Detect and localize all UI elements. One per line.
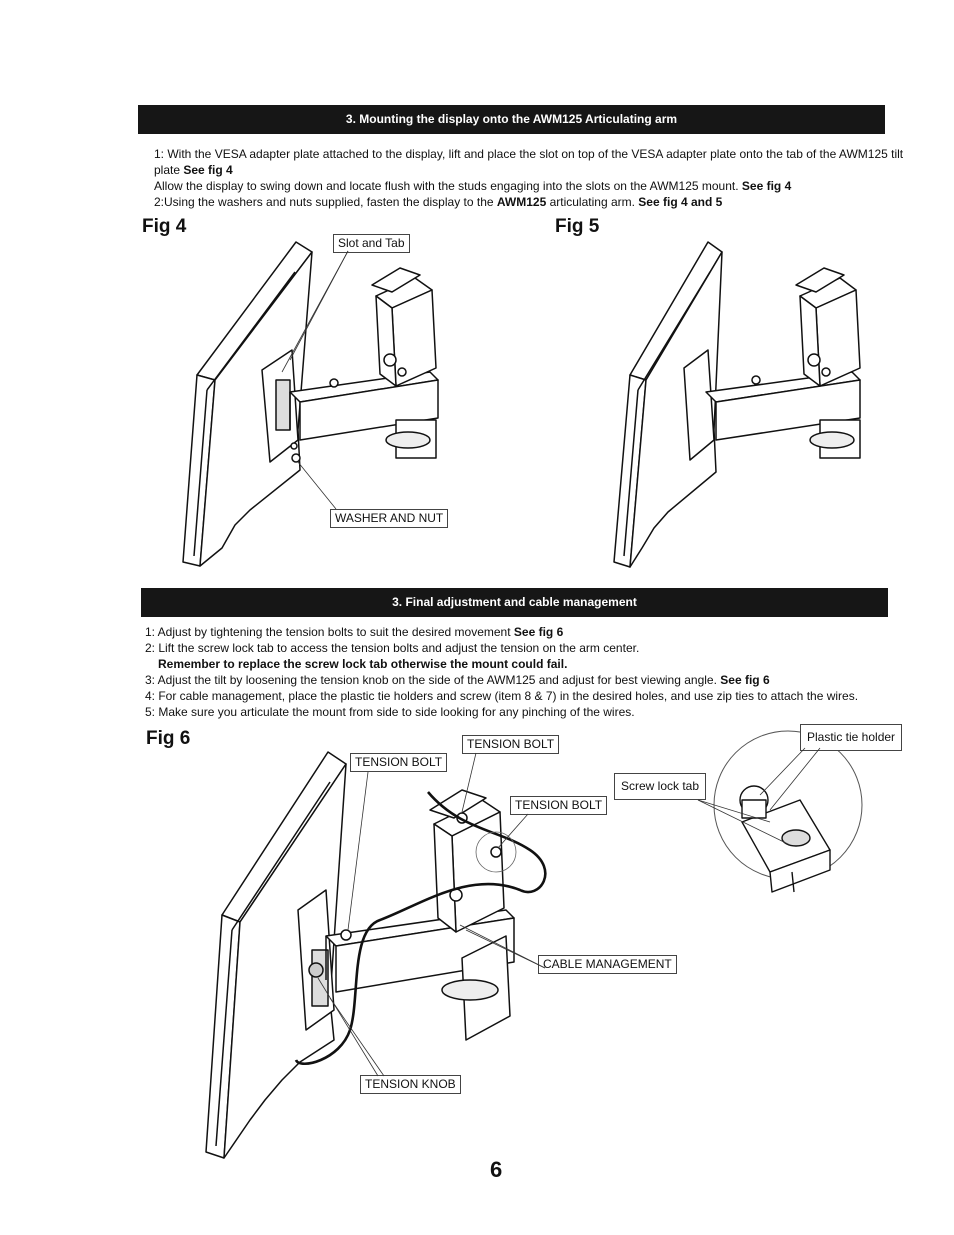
adjust-step-2: 2: Lift the screw lock tab to access the tension bolts and adjust the tension on the arm center. — [145, 641, 640, 655]
fig4-callout-slot-and-tab: Slot and Tab — [333, 234, 410, 253]
fig-reference: See fig 6 — [720, 673, 770, 687]
fig4-callout-washer-and-nut: WASHER AND NUT — [330, 509, 448, 528]
section-title: 3. Final adjustment and cable management — [392, 595, 637, 609]
fig-reference: See fig 4 — [741, 179, 792, 193]
section-title: 3. Mounting the display onto the AWM125 Articulating arm — [345, 112, 678, 126]
adjust-step-4: 4: For cable management, place the plastic tie holders and screw (item 8 & 7) in the desired holes, and use zip ties to attach the wires. — [145, 689, 859, 703]
step-2-line: 2:Using the washers and nuts supplied, fasten the display to the AWM125 articulating arm. See fig 4 and 5 — [154, 195, 723, 209]
fig6-callout-tension-bolt-right: TENSION BOLT — [510, 796, 607, 815]
adjust-step-5: 5: Make sure you articulate the mount from side to side looking for any pinching of the wires. — [145, 705, 635, 719]
step-1-line-a: 1: With the VESA adapter plate attached to the display, lift and place the slot on top of the VESA adapter plate onto the tab of the AWM125 tilt — [154, 147, 904, 161]
fig-reference: See fig 4 — [183, 163, 233, 177]
fig6-callout-plastic-tie-holder: Plastic tie holder — [800, 724, 902, 751]
fig6-label: Fig 6 — [146, 728, 191, 749]
fig4-label: Fig 4 — [142, 216, 187, 237]
adjust-step-2-warning: Remember to replace the screw lock tab otherwise the mount could fail. — [158, 657, 568, 671]
page-number: 6 — [490, 1157, 503, 1182]
fig6-callout-tension-bolt-top: TENSION BOLT — [462, 735, 559, 754]
fig5-label: Fig 5 — [555, 216, 600, 237]
adjust-step-3: 3: Adjust the tilt by loosening the tension knob on the side of the AWM125 and adjust for best viewing angle. See fig 6 — [145, 673, 770, 687]
fig-reference: See fig 4 and 5 — [638, 195, 723, 209]
step-1-line-b: plate See fig 4 — [154, 163, 233, 177]
fig6-callout-cable-management: CABLE MANAGEMENT — [538, 955, 677, 974]
step-1-line-c: Allow the display to swing down and locate flush with the studs engaging into the slots on the AWM125 mount. See fig 4 — [154, 179, 792, 193]
fig6-callout-tension-knob: TENSION KNOB — [360, 1075, 461, 1094]
fig6-callout-screw-lock-tab: Screw lock tab — [614, 773, 706, 800]
fig6-callout-tension-bolt-left: TENSION BOLT — [350, 753, 447, 772]
adjust-step-1: 1: Adjust by tightening the tension bolts to suit the desired movement See fig 6 — [145, 625, 564, 639]
fig-reference: See fig 6 — [513, 625, 564, 639]
